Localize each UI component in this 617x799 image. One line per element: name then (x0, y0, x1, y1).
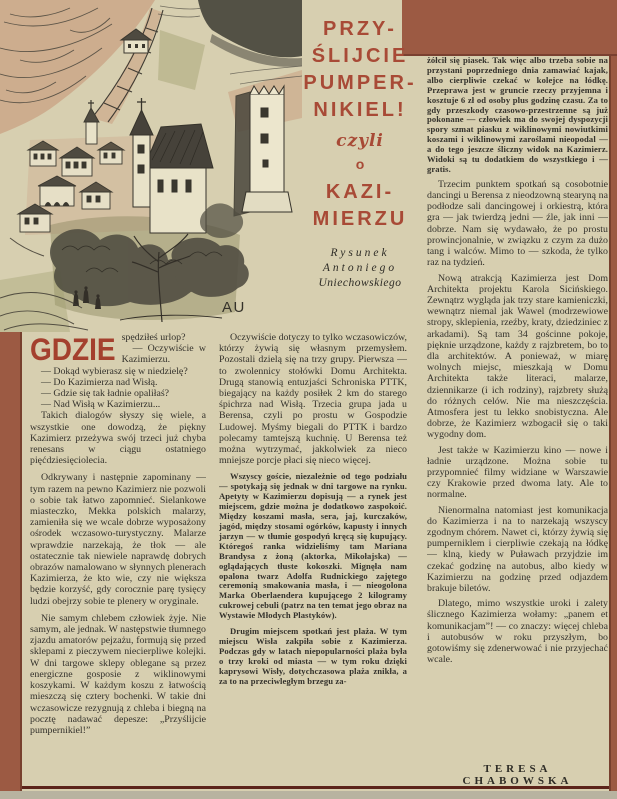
column-left (30, 332, 206, 782)
title-line-4: NIKIEL! (313, 99, 407, 121)
paragraph: Nienormalna natomiast jest komunikacja do Kazimierza i na to narzekają wszyscy zgodnym chórem. Nawet ci, którzy żywią się pumperniklem i cierpliwie czekają na łódkę — klną, kiedy w Puławach przyjdzie im czekać godzinę na autobus, albo kiedy w Kazimierzu na godzinę przed odjazdem brakuje biletów. (427, 504, 608, 594)
title-line-5: KAZI- (325, 181, 395, 203)
paragraph: Nową atrakcją Kazimierza jest Dom Architekta projektu Karola Sicińskiego. Zewnątrz wygląda jak trzy stare kamieniczki, wewnątrz niemal jak Wawel (modrzewiowe stropy, sklepienia, rzeźby, kraty, dziedziniec z arkadami). Są tam 34 gościnne pokoje, pięknie urządzone, każdy z rajzbretem, bo to dla architektów. A ponieważ, w miarę wolnych miejsc, mieszkają w Domu Architekta także literaci, malarze, dziennikarze (i ich rodziny), rajzbrety służą do różnych celów. Nie ma nieszczęścia. Atmosfera jest tu lekko snobistyczna. Ale dobrze, że Kazimierz wzbogacił się o taki wygodny dom. (427, 272, 608, 441)
paragraph: Dlatego, mimo wszystkie uroki i zalety ślicznego Kazimierza wołamy: „panem et komunikacjam”! — co znaczy: więcej chleba i autobusów w roku przyszłym, bo gotowiśmy się zdenerwować i nie przyjechać wcale. (427, 598, 608, 666)
paragraph-small: Wszyscy goście, niezależnie od tego podziału — spotykają się jednak w dni targowe na rynku. Apetyty w Kazimierzu dopisują — a rynek jest miejscem, gdzie można je dodatkowo zaspokoić. Między koszami masła, sera, jaj, kurczaków, jagód, między stosami ogórków, kapusty i innych jarzyn — w tłumie gospodyń kręcą się kupujący. Któregoś ranka widzieliśmy tam Mariana Brandysa z żoną (aktorka, Mikołajska) — oglądających tłuste kokoszki. Mignęła nam opalona twarz Adolfa Rudnickiego zajętego ceremonią smakowania masła, i — nieogolona Marka Oberlaendera kupującego 2 kilogramy cukrowej cebuli (patrz na ten temat jego obraz na Wystawie Młodych Plastyków). (219, 471, 407, 621)
title-connector-czyli: czyli (336, 131, 384, 151)
title-line-2: ŚLIJCIE (311, 45, 409, 67)
artist-signature: AU (222, 299, 246, 316)
credit-line-1: Rysunek (330, 247, 390, 259)
title-line-1: PRZY- (323, 18, 397, 40)
kazimierz-illustration (0, 0, 302, 332)
paragraph: Takich dialogów słyszy się wiele, a wszystkie one dowodzą, że piękny Kazimierz przeżywa swój trzeci już chyba renesans w ciągu ostatniego pięćdziesięciolecia. (30, 410, 206, 467)
scan-edge-strip (0, 791, 617, 799)
author-byline: TERESA CHABOWSKA (462, 763, 573, 787)
paragraph: Oczywiście dotyczy to tylko wczasowiczów, którzy żywią się własnym przemysłem. Pozostali dzielą się na trzy grupy. Pierwsza — to zwolennicy stołówki Domu Architekta. Drugą stanowią entuzjaści Schroniska PTTK, biegający na każdy posiłek 2 km do starego śpichrza nad Wisłą. Trzecia grupa jada u Berensa, czyli po prostu w Gospodzie Ludowej. Myśmy biegali do PTTK i bardzo polecamy tamtejszą kuchnię. U Berensa też można wytrzymać, jakkolwiek za nieco mniejsze porcje płaci się nieco więcej. (219, 332, 407, 467)
dialog-line: — Dokąd wybierasz się w niedzielę? (41, 365, 188, 377)
paragraph-small: Drugim miejscem spotkań jest plaża. W tym miejscu Wisła zakpiła sobie z Kazimierza. Podczas gdy w latach niepopularności plaża była o trzy kroki od miasta — w tym roku dzięki kaprysowi Wisły, dotychczasowa plaża znikła, a za to na przeciwległym brzegu za- (219, 626, 407, 686)
paragraph: Nie samym chlebem człowiek żyje. Nie samym, ale jednak. W następstwie tłumnego zjazdu amatorów pejzażu, formują się przed sklepami z pieczywem niecierpliwe kolejki. W dni targowe sklepy oblegane są przez energiczne gosposie z wiklinowymi koszykami. W każdym koszu z łatwością mieszczą się cztery bochenki. W takie dni wczasowicze rezygnują z chleba i biegną na pocztę nadawać depesze: „Przyślijcie pumpernikiel!” (30, 612, 206, 736)
column-middle (219, 332, 407, 782)
credit-line-2: Antoniego (322, 262, 398, 274)
dialog-line: — Do Kazimierza nad Wisłą. (41, 376, 158, 388)
credit-line-3: Uniechowskiego (318, 277, 402, 289)
paragraph: Jest także w Kazimierzu kino — nowe i ładnie urządzone. Można sobie tu przypomnieć filmy widziane w Warszawie czy Krakowie przed dwoma laty. Ale to normalne. (427, 444, 608, 501)
town-sketch-drawing (0, 0, 302, 332)
title-connector-o: o (355, 156, 365, 172)
lead-intro-text: spędziłeś urlop? (121, 332, 186, 343)
title-line-3: PUMPER- (303, 72, 417, 94)
frame-right-rule (609, 0, 611, 791)
paragraph: Odkrywany i następnie zapominany — tym razem na pewno Kazimierz nie pozwoli o sobie tak łatwo zapomnieć. Sielankowe miasteczko, Mekka polskich malarzy, zamieniła się we wcale dobrze wyposażony ośrodek wczasowo-turystyczny. Malarze wprawdzie narzekają, że tłok — ale ostatecznie tak niewiele naprawdę dobrych obrazów namalowano w słynnych plenerach Kazimierza, że kto wie, czy nie większa będzie korzyść, gdy corocznie parę tysięcy ludzi obejrzy sobie te plenery w oryginale. (30, 472, 206, 607)
paragraph-small: żółcił się piasek. Tak więc albo trzeba sobie na przystani poprzedniego dnia zamawiać kajak, albo cierpliwie czekać w kolejce na łódkę. Przeprawa jest w gruncie rzeczy przyjemna i kosztuje 6 zł od osoby plus godzinę czasu. Za to gdy przeszkody czasowo-przestrzenne są już pokonane — człowiek ma do swojej dyspozycji spory szmat piasku z wiklinowymi nowiutkimi koszami i wiklinowymi zaroślami nieopodal — a do tego jeszcze śliczny widok na Kazimierz. Widoki są tu dodatkiem do wszystkiego i — gratis. (427, 56, 608, 174)
dialog-line: — Nad Wisłą w Kazimierzu... (41, 399, 161, 411)
column-right (427, 56, 608, 760)
article-title-block (298, 16, 422, 291)
title-line-6: MIERZU (312, 208, 408, 230)
lead-word: GDZIE (30, 332, 116, 367)
illustration-credit (298, 246, 422, 291)
dialog-line: — Gdzie się tak ładnie opaliłaś? (41, 388, 170, 400)
paragraph: Trzecim punktem spotkań są cosobotnie dancingi u Berensa z nieodzowną stearyną na podłodze sali dancingowej i orkiestrą, która gra — jak twierdzą jedni — źle, jak inni — dobrze. Nam się wydawało, że po prostu prowincjonalnie, w związku z czym za dużo tang i walców. Mimo to — szkoda, że tylko raz na tydzień. (427, 178, 608, 269)
frame-top-right-block (402, 0, 617, 56)
dialog-line: — Oczywiście w Kazimierzu. (121, 343, 206, 366)
frame-right-band (611, 0, 617, 791)
